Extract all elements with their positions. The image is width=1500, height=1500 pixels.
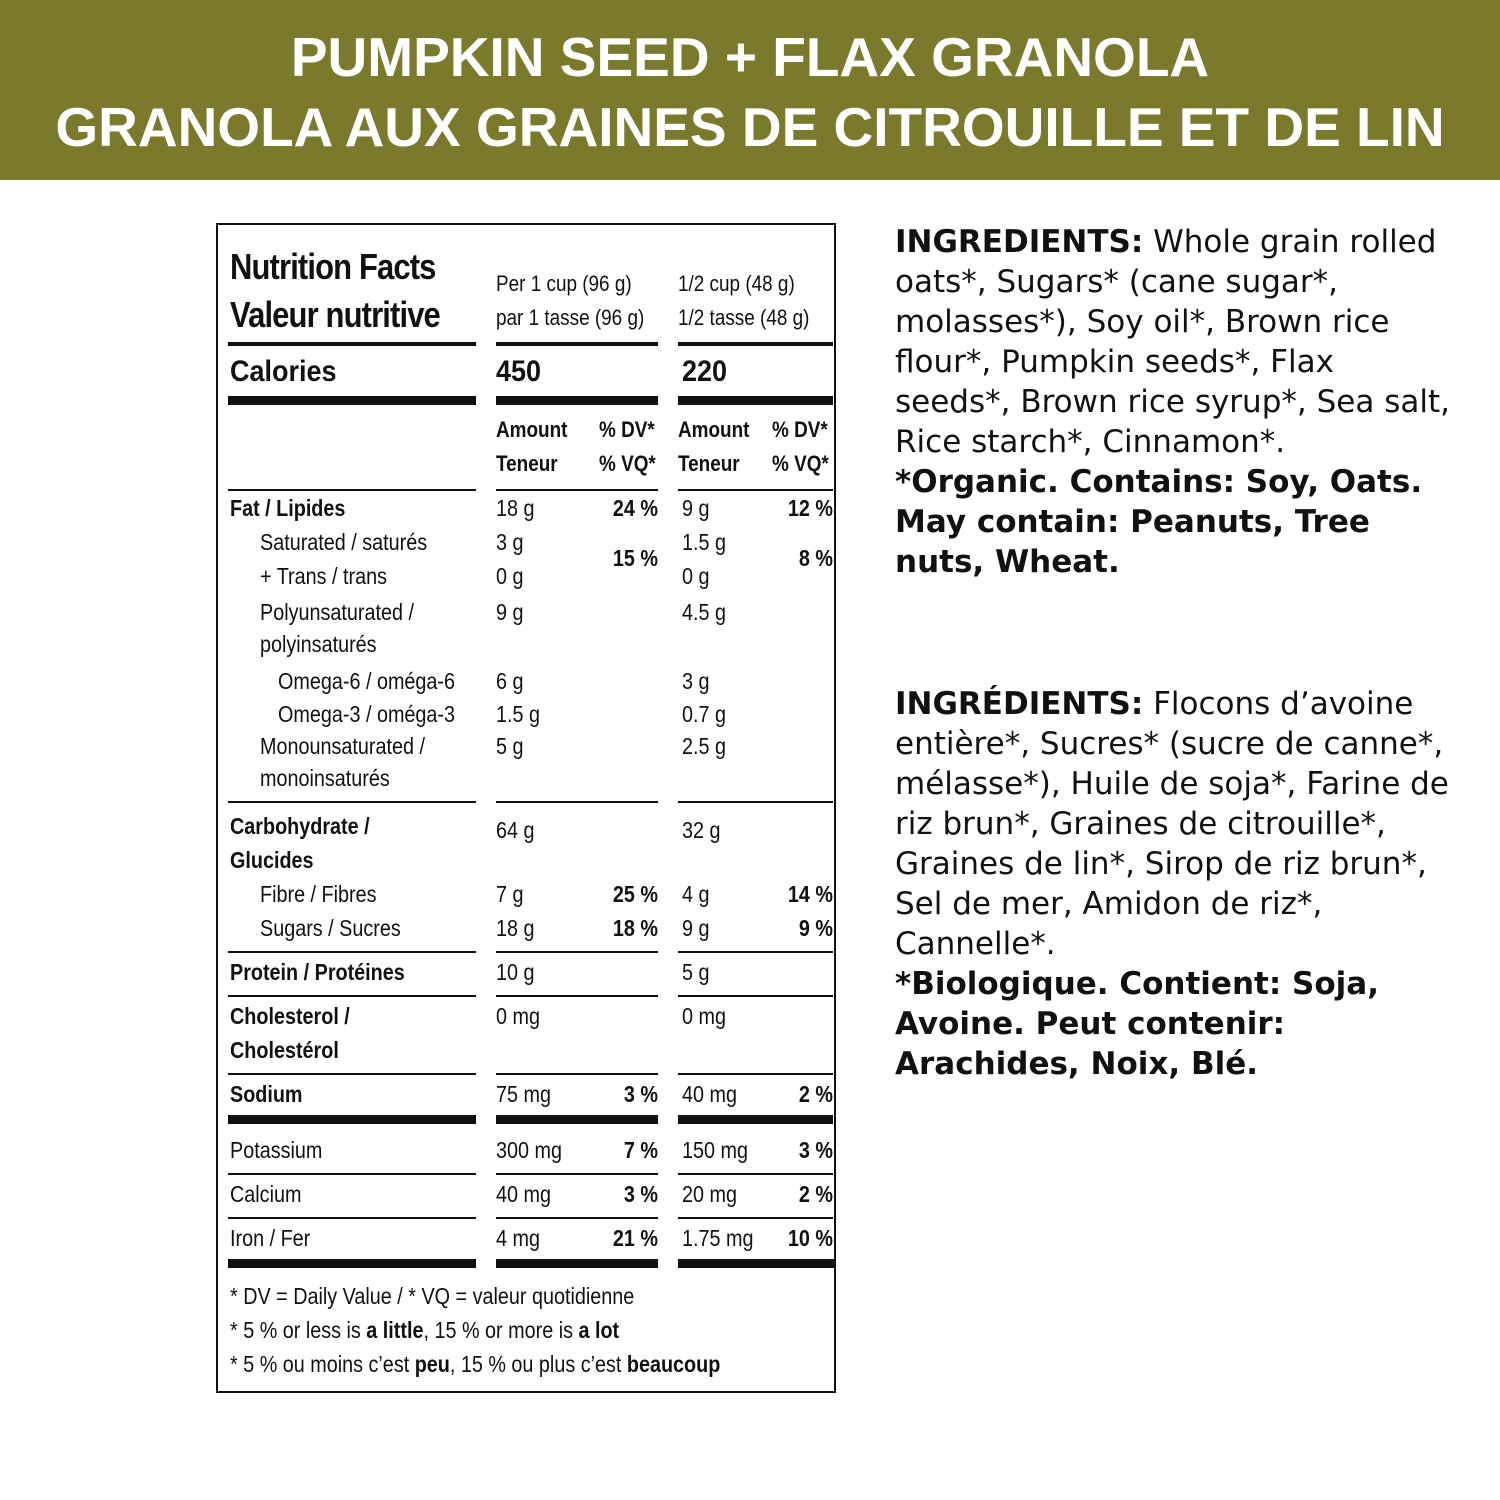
divider bbox=[678, 995, 833, 997]
allergen-statement-en: *Organic. Contains: Soy, Oats. May contain: Peanuts, Tree nuts, Wheat. bbox=[895, 464, 1423, 580]
footnote-en: * 5 % or less is a little, 15 % or more is a lot bbox=[230, 1317, 620, 1343]
sodium-amount-1: 75 mg bbox=[496, 1081, 551, 1107]
nutrition-title-en: Nutrition Facts bbox=[230, 246, 436, 287]
thick-divider bbox=[496, 396, 658, 405]
ingredients-heading-en: INGREDIENTS: bbox=[895, 224, 1144, 260]
fat-label: Fat / Lipides bbox=[230, 495, 346, 521]
trans-amount-1: 0 g bbox=[496, 563, 524, 589]
poly-label-fr: polyinsaturés bbox=[260, 631, 377, 657]
sat-trans-dv-1: 15 % bbox=[612, 545, 658, 571]
carb-label-fr: Glucides bbox=[230, 847, 314, 873]
poly-amount-1: 9 g bbox=[496, 599, 524, 625]
ingredients-heading-fr: INGRÉDIENTS: bbox=[895, 686, 1144, 722]
fibre-dv-1: 25 % bbox=[612, 881, 658, 907]
cholesterol-label-fr: Cholestérol bbox=[230, 1037, 339, 1063]
saturated-amount-1: 3 g bbox=[496, 529, 524, 555]
mono-label: Monounsaturated / bbox=[260, 733, 425, 759]
omega3-amount-2: 0.7 g bbox=[682, 701, 726, 727]
amount-header-fr: Teneur bbox=[496, 451, 558, 476]
amount-header-en: Amount bbox=[496, 417, 568, 442]
divider bbox=[228, 1173, 476, 1175]
mono-amount-2: 2.5 g bbox=[682, 733, 726, 759]
thick-divider bbox=[228, 1115, 476, 1124]
divider bbox=[228, 342, 476, 346]
omega3-label: Omega-3 / oméga-3 bbox=[278, 701, 456, 727]
fat-dv-1: 24 % bbox=[612, 495, 658, 521]
sugars-dv-2: 9 % bbox=[798, 915, 833, 941]
sugars-label: Sugars / Sucres bbox=[260, 915, 401, 941]
sodium-amount-2: 40 mg bbox=[682, 1081, 737, 1107]
sugars-amount-1: 18 g bbox=[496, 915, 535, 941]
cholesterol-label: Cholesterol / bbox=[230, 1003, 350, 1029]
calcium-amount-2: 20 mg bbox=[682, 1181, 737, 1207]
iron-label: Iron / Fer bbox=[230, 1225, 311, 1251]
allergen-statement-fr: *Biologique. Contient: Soja, Avoine. Peut contenir: Arachides, Noix, Blé. bbox=[895, 966, 1379, 1082]
divider bbox=[678, 1073, 833, 1075]
divider bbox=[228, 1073, 476, 1075]
potassium-label: Potassium bbox=[230, 1137, 323, 1163]
iron-dv-2: 10 % bbox=[787, 1225, 833, 1251]
mono-amount-1: 5 g bbox=[496, 733, 524, 759]
thick-divider bbox=[678, 396, 833, 405]
thick-divider bbox=[228, 1259, 476, 1268]
divider bbox=[678, 489, 833, 491]
footnote-fr: * 5 % ou moins c’est peu, 15 % ou plus c’est beaucoup bbox=[230, 1351, 721, 1377]
poly-amount-2: 4.5 g bbox=[682, 599, 726, 625]
dv-header-fr: % VQ* bbox=[599, 451, 656, 476]
amount-header-en: Amount bbox=[678, 417, 750, 442]
divider bbox=[496, 951, 658, 953]
iron-amount-2: 1.75 mg bbox=[682, 1225, 754, 1251]
omega6-label: Omega-6 / oméga-6 bbox=[278, 668, 456, 694]
iron-dv-1: 21 % bbox=[612, 1225, 658, 1251]
title-banner bbox=[0, 0, 1500, 180]
fibre-dv-2: 14 % bbox=[787, 881, 833, 907]
fibre-amount-2: 4 g bbox=[682, 881, 710, 907]
nutrition-facts-table bbox=[216, 223, 836, 1393]
amount-header-fr: Teneur bbox=[678, 451, 740, 476]
calories-label: Calories bbox=[230, 355, 337, 388]
fat-dv-2: 12 % bbox=[787, 495, 833, 521]
divider bbox=[678, 342, 833, 346]
mono-label-fr: monoinsaturés bbox=[260, 765, 390, 791]
protein-amount-1: 10 g bbox=[496, 959, 535, 985]
product-name-en: PUMPKIN SEED + FLAX GRANOLA bbox=[290, 26, 1210, 88]
divider bbox=[496, 801, 658, 803]
ingredients-text-en: Whole grain rolled oats*, Sugars* (cane sugar*, molasses*), Soy oil*, Brown rice flour*, Pumpkin seeds*, Flax seeds*, Brown rice syrup*, Sea salt, Rice starch*, Cinnamon*. bbox=[895, 224, 1450, 460]
carb-amount-2: 32 g bbox=[682, 817, 721, 843]
sodium-dv-2: 2 % bbox=[798, 1081, 833, 1107]
protein-label: Protein / Protéines bbox=[230, 959, 405, 985]
poly-label: Polyunsaturated / bbox=[260, 599, 414, 625]
divider bbox=[678, 1173, 833, 1175]
omega6-amount-1: 6 g bbox=[496, 668, 524, 694]
potassium-amount-2: 150 mg bbox=[682, 1137, 748, 1163]
calories-value-2: 220 bbox=[682, 355, 728, 388]
sodium-label: Sodium bbox=[230, 1081, 303, 1107]
omega6-amount-2: 3 g bbox=[682, 668, 710, 694]
trans-label: + Trans / trans bbox=[260, 563, 387, 589]
divider bbox=[678, 951, 833, 953]
thick-divider bbox=[678, 1259, 835, 1268]
dv-header-en: % DV* bbox=[599, 417, 655, 442]
sodium-dv-1: 3 % bbox=[623, 1081, 658, 1107]
divider bbox=[228, 951, 476, 953]
thick-divider bbox=[496, 1259, 658, 1268]
cholesterol-amount-1: 0 mg bbox=[496, 1003, 540, 1029]
ingredients-text-fr: Flocons d’avoine entière*, Sucres* (sucre de canne*, mélasse*), Huile de soja*, Farine de riz brun*, Graines de citrouille*, Graines de lin*, Sirop de riz brun*, Sel de mer, Amidon de riz*, Cannelle*. bbox=[895, 686, 1449, 962]
divider bbox=[228, 801, 476, 803]
sugars-amount-2: 9 g bbox=[682, 915, 710, 941]
divider bbox=[496, 1073, 658, 1075]
carb-amount-1: 64 g bbox=[496, 817, 535, 843]
dv-header-en: % DV* bbox=[772, 417, 828, 442]
dv-header-fr: % VQ* bbox=[772, 451, 829, 476]
ingredients-en bbox=[895, 222, 1455, 582]
divider bbox=[496, 1173, 658, 1175]
calcium-dv-2: 2 % bbox=[798, 1181, 833, 1207]
iron-amount-1: 4 mg bbox=[496, 1225, 540, 1251]
product-name-fr: GRANOLA AUX GRAINES DE CITROUILLE ET DE LIN bbox=[55, 96, 1445, 158]
sat-trans-dv-2: 8 % bbox=[798, 545, 833, 571]
fat-amount-1: 18 g bbox=[496, 495, 535, 521]
divider bbox=[678, 801, 833, 803]
carb-label: Carbohydrate / bbox=[230, 813, 370, 839]
fibre-amount-1: 7 g bbox=[496, 881, 524, 907]
divider bbox=[496, 489, 658, 491]
potassium-dv-1: 7 % bbox=[623, 1137, 658, 1163]
cholesterol-amount-2: 0 mg bbox=[682, 1003, 726, 1029]
thick-divider bbox=[678, 1115, 833, 1124]
divider bbox=[228, 995, 476, 997]
divider bbox=[228, 489, 476, 491]
omega3-amount-1: 1.5 g bbox=[496, 701, 540, 727]
serving-size-1-en: Per 1 cup (96 g) bbox=[496, 271, 632, 296]
saturated-amount-2: 1.5 g bbox=[682, 529, 726, 555]
divider bbox=[496, 995, 658, 997]
protein-amount-2: 5 g bbox=[682, 959, 710, 985]
potassium-dv-2: 3 % bbox=[798, 1137, 833, 1163]
serving-size-2-fr: 1/2 tasse (48 g) bbox=[678, 305, 810, 330]
nutrition-title-fr: Valeur nutritive bbox=[230, 294, 440, 335]
saturated-label: Saturated / saturés bbox=[260, 529, 428, 555]
thick-divider bbox=[228, 396, 476, 405]
sugars-dv-1: 18 % bbox=[612, 915, 658, 941]
footnote-dv: * DV = Daily Value / * VQ = valeur quotidienne bbox=[230, 1283, 635, 1309]
calcium-amount-1: 40 mg bbox=[496, 1181, 551, 1207]
divider bbox=[678, 1217, 833, 1219]
fibre-label: Fibre / Fibres bbox=[260, 881, 377, 907]
calcium-dv-1: 3 % bbox=[623, 1181, 658, 1207]
divider bbox=[228, 1217, 476, 1219]
divider bbox=[496, 342, 658, 346]
thick-divider bbox=[496, 1115, 658, 1124]
ingredients-fr bbox=[895, 684, 1455, 1084]
calcium-label: Calcium bbox=[230, 1181, 302, 1207]
calories-value-1: 450 bbox=[496, 355, 542, 388]
serving-size-2-en: 1/2 cup (48 g) bbox=[678, 271, 795, 296]
potassium-amount-1: 300 mg bbox=[496, 1137, 562, 1163]
trans-amount-2: 0 g bbox=[682, 563, 710, 589]
fat-amount-2: 9 g bbox=[682, 495, 710, 521]
serving-size-1-fr: par 1 tasse (96 g) bbox=[496, 305, 645, 330]
divider bbox=[496, 1217, 658, 1219]
